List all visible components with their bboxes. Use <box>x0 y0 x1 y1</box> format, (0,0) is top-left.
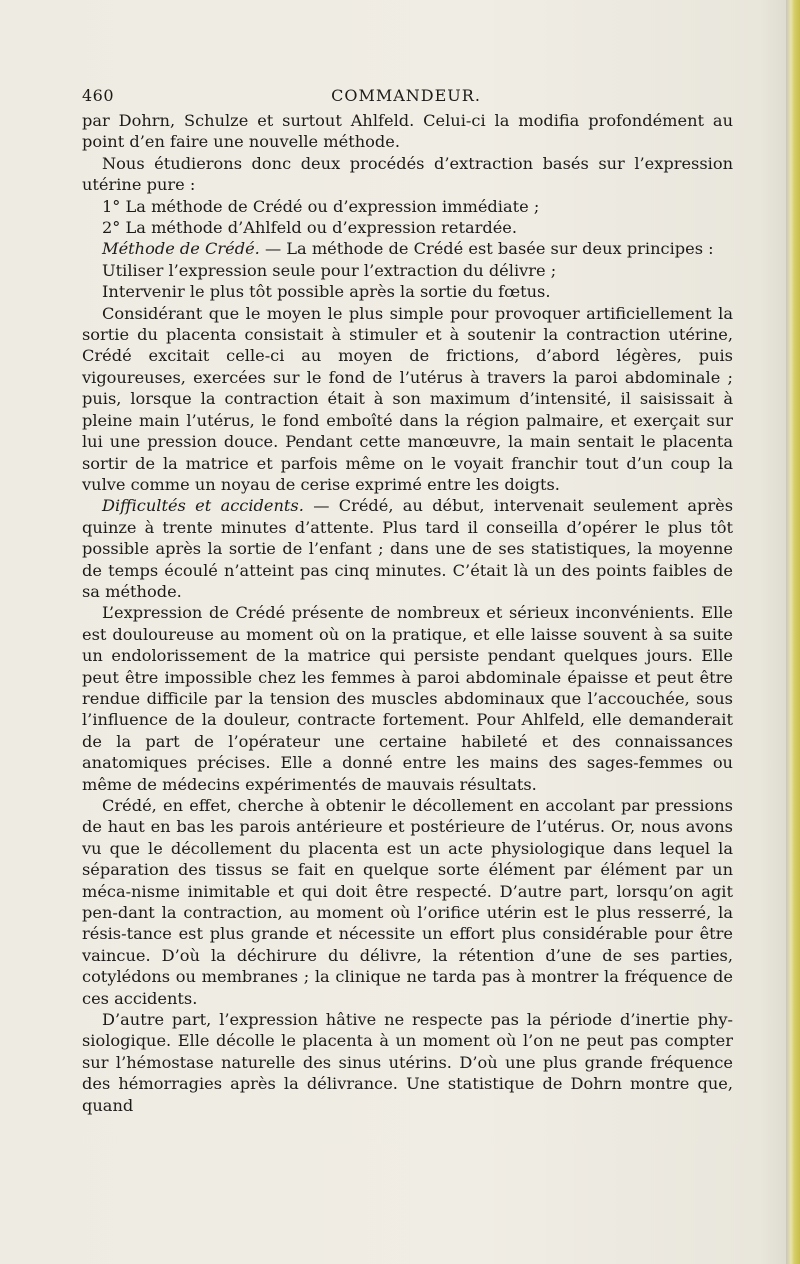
section-heading: Difficultés et accidents. <box>102 496 304 516</box>
running-title: COMMANDEUR. <box>331 86 481 105</box>
paragraph-text: — La méthode de Crédé est basée sur deux principes : <box>259 239 714 259</box>
paragraph-text: Nous étudierons donc deux procédés d’extraction basés sur l’expression utérine pure : <box>82 153 733 195</box>
paragraph-text: 2° La méthode d’Ahlfeld ou d’expression retardée. <box>102 218 518 238</box>
list-item <box>82 217 733 238</box>
paragraph-text: Utiliser l’expression seule pour l’extraction du délivre ; <box>102 260 557 280</box>
page-number: 460 <box>82 86 115 105</box>
page-edge-stain <box>786 0 800 1264</box>
list-item <box>82 260 733 281</box>
paragraph <box>82 303 733 496</box>
paragraph <box>82 795 733 1009</box>
section-heading-paragraph <box>82 495 733 602</box>
paragraph-text: Crédé, en effet, cherche à obtenir le décollement en accolant par pressions de haut en bas les parois antérieure et postérieure de l’utérus. Or, nous avons vu que le décollement du placenta est un acte physiologique dans lequel la séparation des tissus se fait en quelque sorte élément par élément par un méca-nisme inimitable et qui doit être respecté. D’autre part, lorsqu’on agit pen-dant la contraction, au moment où l’orifice utérin est le plus resserré, la résis-tance est plus grande et nécessite un effort plus considérable pour être vaincue. D’où la déchirure du délivre, la rétention d’une de ses parties, cotylédons ou membranes ; la clinique ne tarda pas à montrer la fréquence de ces accidents. <box>82 796 733 1008</box>
paragraph-text: L’expression de Crédé présente de nombreux et sérieux inconvénients. Elle est douloureuse au moment où on la pratique, et elle laisse souvent à sa suite un endolorissement de la matrice qui persiste pendant quelques jours. Elle peut être impossible chez les femmes à paroi abdominale épaisse et peut être rendue difficile par la tension des muscles abdominaux que l’accouchée, sous l’influence de la douleur, contracte fortement. Pour Ahlfeld, elle demanderait de la part de l’opérateur une certaine habileté et des connaissances anatomiques précises. Elle a donné entre les mains des sages-femmes ou même de médecins expérimentés de mauvais résultats. <box>82 603 733 794</box>
paragraph <box>82 110 733 153</box>
paragraph-text: Considérant que le moyen le plus simple pour provoquer artificiellement la sortie du placenta consistait à stimuler et à soutenir la contraction utérine, Crédé excitait celle-ci au moyen de frictions, d’abord légères, puis vigoureuses, exercées sur le fond de l’utérus à travers la paroi abdominale ; puis, lorsque la contraction était à son maximum d’intensité, il saisissait à pleine main l’utérus, le fond emboîté dans la région palmaire, et exerçait sur lui une pression douce. Pendant cette manœuvre, la main sentait le placenta sortir de la matrice et parfois même on le voyait franchir tout d’un coup la vulve comme un noyau de cerise exprimé entre les doigts. <box>82 303 733 494</box>
paragraph <box>82 602 733 795</box>
section-heading-paragraph <box>82 238 733 259</box>
body-text <box>82 110 733 1116</box>
paragraph-text: D’autre part, l’expression hâtive ne respecte pas la période d’inertie phy-siologique. Elle décolle le placenta à un moment où l’on ne peut pas compter sur l’hémostase naturelle des sinus utérins. D’où une plus grande fréquence des hémorragies après la délivrance. Une statistique de Dohrn montre que, quand <box>82 1010 733 1115</box>
paragraph-text: par Dohrn, Schulze et surtout Ahlfeld. Celui-ci la modifia profondément au point d’en faire une nouvelle méthode. <box>82 111 733 152</box>
paragraph <box>82 153 733 196</box>
paragraph <box>82 1009 733 1116</box>
paragraph-text: Intervenir le plus tôt possible après la sortie du fœtus. <box>102 282 551 302</box>
page-header <box>82 86 730 108</box>
paragraph-text: — Crédé, au début, intervenait seulement après quinze à trente minutes d’attente. Plus tard il conseilla d’opérer le plus tôt possible après la sortie de l’enfant ; dans une de ses statistiques, la moyenne de temps écoulé n’atteint pas cinq minutes. C’était là un des points faibles de sa méthode. <box>82 496 733 601</box>
list-item <box>82 196 733 217</box>
section-heading: Méthode de Crédé. <box>102 239 260 259</box>
paragraph-text: 1° La méthode de Crédé ou d’expression immédiate ; <box>102 196 540 216</box>
list-item <box>82 281 733 302</box>
